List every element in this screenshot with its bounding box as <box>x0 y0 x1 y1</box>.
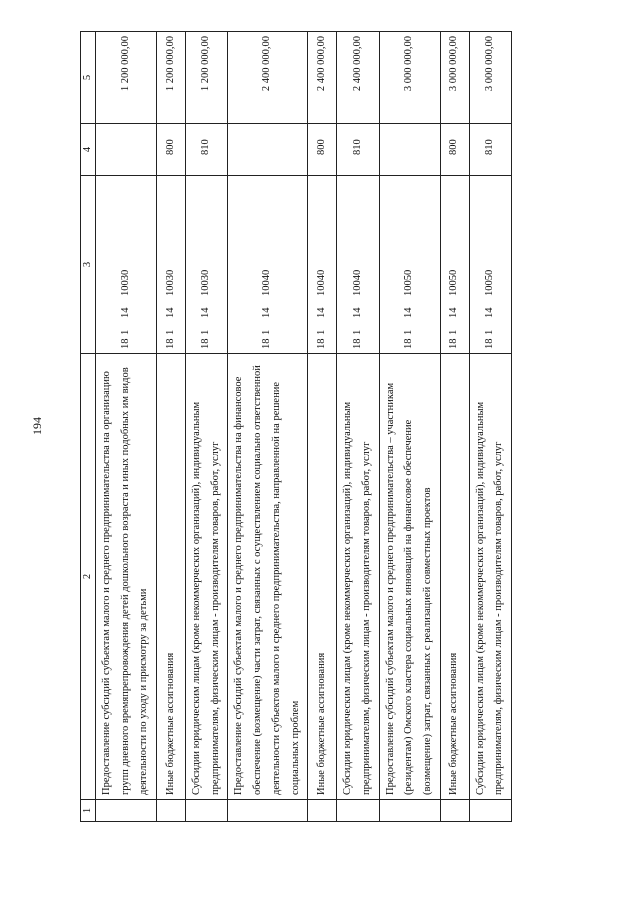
code-chapter: 18 <box>403 338 415 349</box>
code-chapter: 18 <box>164 338 176 349</box>
code-target: 10040 <box>351 269 363 296</box>
budget-table <box>80 31 512 822</box>
table-row <box>157 32 186 822</box>
code-target: 10040 <box>261 269 273 296</box>
cell-description: Предоставление субсидий субъектам малого и среднего предпринимательства на организацию групп дневного времяпрепровождения детей дошкольного возраста и иных подобных им видов деятельности по уходу и присмотру за детьми <box>96 354 157 800</box>
cell-expense-type <box>379 124 440 176</box>
column-header-1: 1 <box>81 800 96 822</box>
code-target: 10030 <box>119 269 131 296</box>
table-row <box>337 32 379 822</box>
code-section: 1 <box>351 329 363 335</box>
code-subsection: 14 <box>200 307 212 318</box>
code-chapter: 18 <box>119 338 131 349</box>
table-row <box>96 32 157 822</box>
cell-expense-type: 800 <box>440 124 469 176</box>
table-row <box>308 32 337 822</box>
page-number: 194 <box>30 417 44 435</box>
cell-col1 <box>337 800 379 822</box>
cell-codes <box>379 176 440 354</box>
cell-description: Предоставление субсидий субъектам малого и среднего предпринимательства на финансовое обеспечение (возмещение) части затрат, связанных с осуществлением социально ответственной деятельности субъектов малого и среднего предпринимательства, направленной на решение социальных проблем <box>228 354 308 800</box>
cell-amount: 2 400 000,00 <box>337 32 379 124</box>
cell-expense-type: 810 <box>337 124 379 176</box>
cell-codes <box>469 176 511 354</box>
code-subsection: 14 <box>164 307 176 318</box>
cell-amount: 2 400 000,00 <box>308 32 337 124</box>
cell-amount: 3 000 000,00 <box>440 32 469 124</box>
cell-expense-type: 800 <box>157 124 186 176</box>
cell-amount: 3 000 000,00 <box>469 32 511 124</box>
cell-col1 <box>379 800 440 822</box>
cell-amount: 1 200 000,00 <box>96 32 157 124</box>
code-target: 10030 <box>164 269 176 296</box>
table-row <box>379 32 440 822</box>
cell-codes <box>157 176 186 354</box>
code-section: 1 <box>164 329 176 335</box>
table-row <box>186 32 228 822</box>
code-chapter: 18 <box>351 338 363 349</box>
cell-expense-type: 810 <box>186 124 228 176</box>
cell-codes <box>186 176 228 354</box>
cell-col1 <box>308 800 337 822</box>
cell-expense-type: 810 <box>469 124 511 176</box>
rotated-page-content <box>80 32 585 822</box>
cell-amount: 1 200 000,00 <box>186 32 228 124</box>
cell-col1 <box>440 800 469 822</box>
code-target: 10030 <box>200 269 212 296</box>
cell-expense-type: 800 <box>308 124 337 176</box>
cell-codes <box>440 176 469 354</box>
column-header-5: 5 <box>81 32 96 124</box>
code-section: 1 <box>261 329 273 335</box>
code-subsection: 14 <box>351 307 363 318</box>
code-section: 1 <box>315 329 327 335</box>
code-chapter: 18 <box>315 338 327 349</box>
table-body <box>96 32 512 822</box>
cell-description: Иные бюджетные ассигнования <box>308 354 337 800</box>
cell-col1 <box>186 800 228 822</box>
column-header-2: 2 <box>81 354 96 800</box>
code-section: 1 <box>483 329 495 335</box>
table-row <box>440 32 469 822</box>
cell-amount: 1 200 000,00 <box>157 32 186 124</box>
code-subsection: 14 <box>448 307 460 318</box>
column-header-3: 3 <box>81 176 96 354</box>
code-target: 10050 <box>483 269 495 296</box>
cell-description: Иные бюджетные ассигнования <box>440 354 469 800</box>
code-target: 10050 <box>403 269 415 296</box>
cell-col1 <box>469 800 511 822</box>
code-subsection: 14 <box>483 307 495 318</box>
cell-col1 <box>228 800 308 822</box>
cell-codes <box>337 176 379 354</box>
code-section: 1 <box>403 329 415 335</box>
code-subsection: 14 <box>119 307 131 318</box>
code-chapter: 18 <box>261 338 273 349</box>
code-subsection: 14 <box>403 307 415 318</box>
code-chapter: 18 <box>483 338 495 349</box>
table-row <box>469 32 511 822</box>
column-number-row <box>81 32 96 822</box>
cell-codes <box>96 176 157 354</box>
code-target: 10040 <box>315 269 327 296</box>
cell-codes <box>228 176 308 354</box>
column-header-4: 4 <box>81 124 96 176</box>
cell-col1 <box>157 800 186 822</box>
cell-description: Предоставление субсидий субъектам малого и среднего предпринимательства – участникам (резидентам) Омского кластера социальных инноваций на финансовое обеспечение (возмещение) затрат, связанных с реализацией совместных проектов <box>379 354 440 800</box>
table-row <box>228 32 308 822</box>
cell-amount: 3 000 000,00 <box>379 32 440 124</box>
cell-col1 <box>96 800 157 822</box>
code-section: 1 <box>448 329 460 335</box>
cell-expense-type <box>228 124 308 176</box>
code-chapter: 18 <box>448 338 460 349</box>
code-target: 10050 <box>448 269 460 296</box>
cell-description: Субсидии юридическим лицам (кроме некоммерческих организаций), индивидуальным предпринимателям, физическим лицам - производителям товаров, работ, услуг <box>469 354 511 800</box>
cell-description: Субсидии юридическим лицам (кроме некоммерческих организаций), индивидуальным предпринимателям, физическим лицам - производителям товаров, работ, услуг <box>186 354 228 800</box>
cell-codes <box>308 176 337 354</box>
cell-description: Иные бюджетные ассигнования <box>157 354 186 800</box>
code-chapter: 18 <box>200 338 212 349</box>
cell-description: Субсидии юридическим лицам (кроме некоммерческих организаций), индивидуальным предпринимателям, физическим лицам - производителям товаров, работ, услуг <box>337 354 379 800</box>
code-section: 1 <box>200 329 212 335</box>
cell-expense-type <box>96 124 157 176</box>
cell-amount: 2 400 000,00 <box>228 32 308 124</box>
code-section: 1 <box>119 329 131 335</box>
code-subsection: 14 <box>315 307 327 318</box>
code-subsection: 14 <box>261 307 273 318</box>
